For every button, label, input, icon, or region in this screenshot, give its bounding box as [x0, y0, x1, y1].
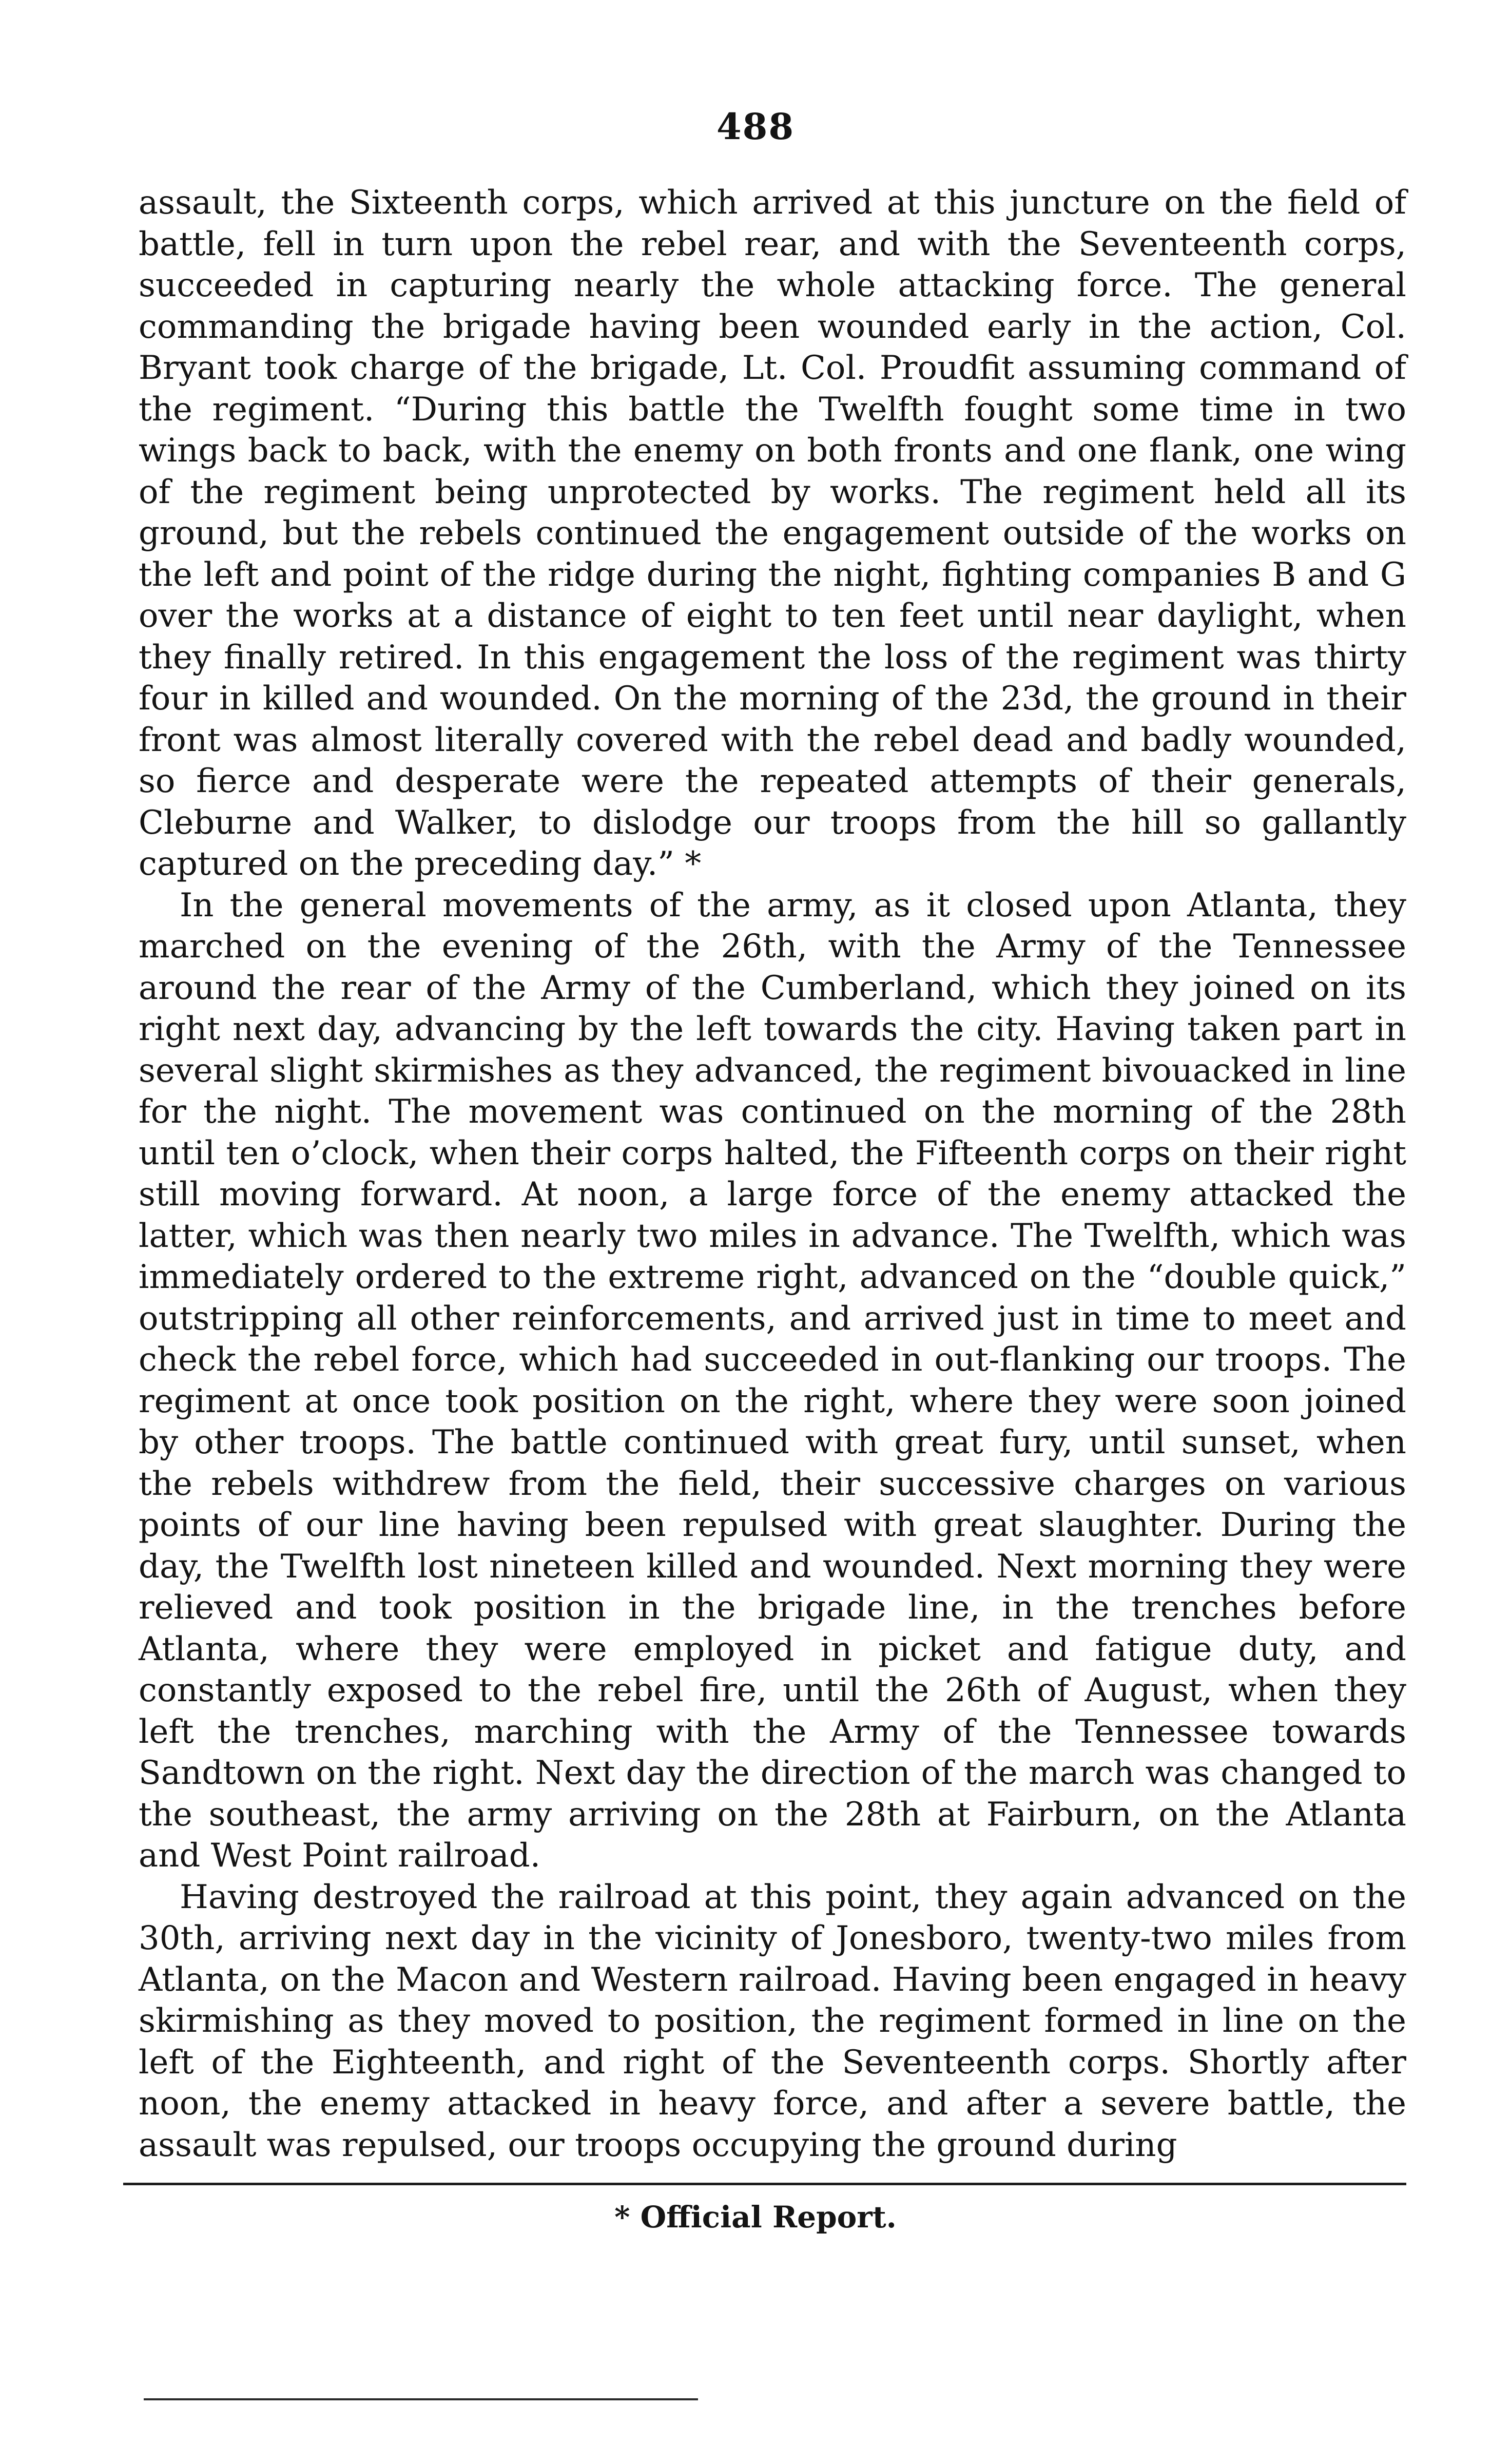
- paragraph-2: In the general movements of the army, as it closed upon Atlanta, they marched on the evening of the 26th, with the Army of the Tennessee around the rear of the Army of the Cumberland, which they joined on its right next day, advancing by the left towards the city. Having taken part in several slight skirmishes as they advanced, the regiment bivouacked in line for the night. The movement was continued on the morning of the 28th until ten o’clock, when their corps halted, the Fifteenth corps on their right still moving forward. At noon, a large force of the enemy attacked the latter, which was then nearly two miles in advance. The Twelfth, which was immediately ordered to the extreme right, advanced on the “double quick,” outstripping all other reinforcements, and arrived just in time to meet and check the rebel force, which had succeeded in out-flanking our troops. The regiment at once took position on the right, where they were soon joined by other troops. The battle continued with great fury, until sunset, when the rebels withdrew from the field, their successive charges on various points of our line having been repulsed with great slaughter. During the day, the Twelfth lost nineteen killed and wounded. Next morning they were relieved and took position in the brigade line, in the trenches before Atlanta, where they were employed in picket and fatigue duty, and constantly exposed to the rebel fire, until the 26th of August, when they left the trenches, marching with the Army of the Tennessee towards Sandtown on the right. Next day the direction of the march was changed to the southeast, the army arriving on the 28th at Fairburn, on the Atlanta and West Point railroad.: [139, 886, 1406, 1875]
- body-text: [139, 182, 1406, 2166]
- footnote-divider: [123, 2183, 1406, 2185]
- paragraph-1: assault, the Sixteenth corps, which arrived at this juncture on the field of battle, fell in turn upon the rebel rear, and with the Seventeenth corps, succeeded in capturing nearly the whole attacking force. The general commanding the brigade having been wounded early in the action, Col. Bryant took charge of the brigade, Lt. Col. Proudfit assuming command of the regiment. “During this battle the Twelfth fought some time in two wings back to back, with the enemy on both fronts and one flank, one wing of the regiment being unprotected by works. The regiment held all its ground, but the rebels continued the engagement outside of the works on the left and point of the ridge during the night, fighting companies B and G over the works at a distance of eight to ten feet until near daylight, when they finally retired. In this engagement the loss of the regiment was thirty four in killed and wounded. On the morning of the 23d, the ground in their front was almost literally covered with the rebel dead and badly wounded, so fierce and desperate were the repeated attempts of their generals, Cleburne and Walker, to dislodge our troops from the hill so gallantly captured on the preceding day.” *: [139, 184, 1406, 883]
- footnote: * Official Report.: [614, 2200, 897, 2235]
- page-number: 488: [716, 105, 795, 148]
- paragraph-3: Having destroyed the railroad at this point, they again advanced on the 30th, arriving next day in the vicinity of Jonesboro, twenty-two miles from Atlanta, on the Macon and Western railroad. Having been engaged in heavy skirmishing as they moved to position, the regiment formed in line on the left of the Eighteenth, and right of the Seventeenth corps. Shortly after noon, the enemy attacked in heavy force, and after a severe battle, the assault was repulsed, our troops occupying the ground during: [139, 1878, 1406, 2164]
- bottom-divider: [144, 2398, 698, 2400]
